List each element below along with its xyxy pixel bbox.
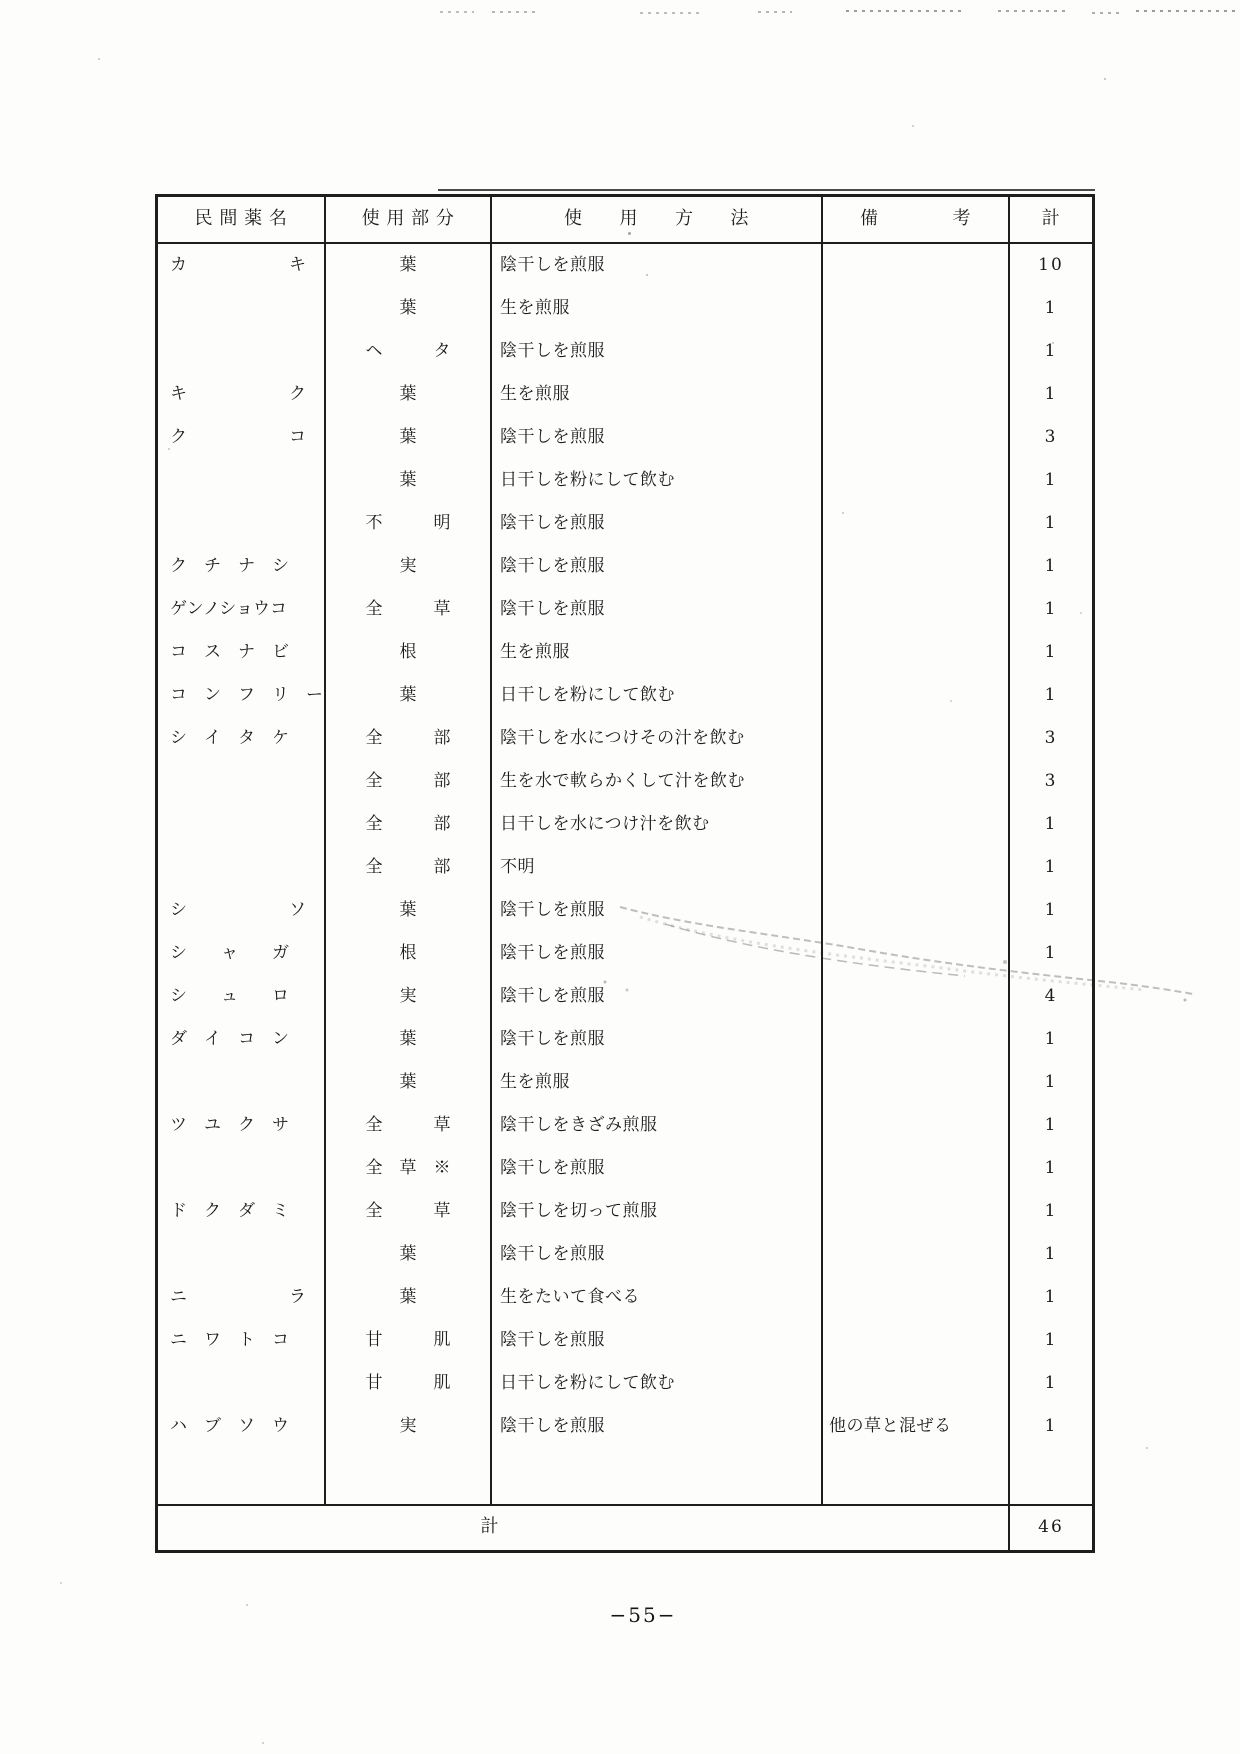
medicine-name-cell xyxy=(158,1362,326,1405)
scan-noise xyxy=(640,12,704,14)
usage-method-cell: 陰干しを煎服 xyxy=(492,1319,823,1362)
table-row xyxy=(158,459,1092,502)
table-row xyxy=(158,975,1092,1018)
usage-method-cell: 日干しを水につけ汁を飲む xyxy=(492,803,823,846)
medicine-name-cell: ク チ ナ シ xyxy=(158,545,326,588)
remarks-cell xyxy=(823,760,1010,803)
used-part-cell: 全 部 xyxy=(326,803,492,846)
used-part-cell: ヘ タ xyxy=(326,330,492,373)
medicine-name-cell: コ ン フ リ ー xyxy=(158,674,326,717)
usage-method-cell: 生を煎服 xyxy=(492,373,823,416)
used-part-cell: 実 xyxy=(326,1405,492,1448)
scan-speck xyxy=(262,1742,264,1744)
count-cell: 1 xyxy=(1044,470,1058,490)
remarks-cell xyxy=(823,889,1010,932)
used-part-cell: 実 xyxy=(326,545,492,588)
header-folk-medicine-name: 民 間 薬 名 xyxy=(158,197,326,242)
remarks-cell xyxy=(823,416,1010,459)
usage-method-cell: 生を水で軟らかくして汁を飲む xyxy=(492,760,823,803)
remarks-cell xyxy=(823,459,1010,502)
count-cell: 1 xyxy=(1044,1416,1058,1436)
count-cell: 1 xyxy=(1044,1115,1058,1135)
medicine-name-cell: ゲンノショウコ xyxy=(158,588,326,631)
table-total-row xyxy=(158,1504,1092,1550)
used-part-cell: 全 部 xyxy=(326,760,492,803)
count-cell: 1 xyxy=(1044,341,1058,361)
remarks-cell xyxy=(823,373,1010,416)
table-row xyxy=(158,717,1092,760)
remarks-cell xyxy=(823,1104,1010,1147)
count-cell: 1 xyxy=(1044,1158,1058,1178)
usage-method-cell: 陰干しを煎服 xyxy=(492,1233,823,1276)
remarks-cell: 他の草と混ぜる xyxy=(823,1405,1010,1448)
header-remarks: 備 考 xyxy=(823,197,1010,242)
usage-method-cell: 陰干しを煎服 xyxy=(492,588,823,631)
usage-method-cell: 陰干しを煎服 xyxy=(492,416,823,459)
medicine-name-cell xyxy=(158,1233,326,1276)
used-part-cell: 葉 xyxy=(326,459,492,502)
scan-speck xyxy=(98,58,100,60)
used-part-cell: 葉 xyxy=(326,674,492,717)
count-cell: 1 xyxy=(1044,857,1058,877)
scan-speck xyxy=(912,125,914,127)
used-part-cell: 葉 xyxy=(326,1276,492,1319)
scan-noise xyxy=(846,10,964,12)
table-row xyxy=(158,1147,1092,1190)
table-row xyxy=(158,1061,1092,1104)
medicine-name-cell xyxy=(158,502,326,545)
medicine-name-cell: シ ュ ロ xyxy=(158,975,326,1018)
remarks-cell xyxy=(823,975,1010,1018)
medicine-name-cell xyxy=(158,803,326,846)
scan-noise xyxy=(1092,12,1120,14)
usage-method-cell: 日干しを粉にして飲む xyxy=(492,1362,823,1405)
scan-speck xyxy=(1146,1447,1148,1449)
used-part-cell: 甘 肌 xyxy=(326,1319,492,1362)
table-row xyxy=(158,1319,1092,1362)
used-part-cell: 葉 xyxy=(326,373,492,416)
used-part-cell: 全 部 xyxy=(326,846,492,889)
table-row xyxy=(158,803,1092,846)
count-cell: 1 xyxy=(1044,1201,1058,1221)
scan-speck xyxy=(1104,78,1106,80)
table-row xyxy=(158,1362,1092,1405)
used-part-cell: 葉 xyxy=(326,416,492,459)
used-part-cell: 葉 xyxy=(326,889,492,932)
table-row xyxy=(158,846,1092,889)
remarks-cell xyxy=(823,932,1010,975)
table-row xyxy=(158,631,1092,674)
usage-method-cell: 陰干しを煎服 xyxy=(492,889,823,932)
page-number: −55− xyxy=(609,1603,677,1627)
usage-method-cell: 陰干しを煎服 xyxy=(492,1147,823,1190)
medicine-name-cell: ツ ユ ク サ xyxy=(158,1104,326,1147)
medicine-name-cell xyxy=(158,287,326,330)
remarks-cell xyxy=(823,1319,1010,1362)
medicine-name-cell: ニ ワ ト コ xyxy=(158,1319,326,1362)
count-cell: 1 xyxy=(1044,1029,1058,1049)
scan-noise xyxy=(440,11,474,13)
table-body xyxy=(158,244,1092,1448)
remarks-cell xyxy=(823,717,1010,760)
usage-method-cell: 陰干しを煎服 xyxy=(492,545,823,588)
count-cell: 1 xyxy=(1044,556,1058,576)
table-row xyxy=(158,244,1092,287)
table-row xyxy=(158,1405,1092,1448)
medicine-name-cell xyxy=(158,846,326,889)
count-cell: 1 xyxy=(1044,513,1058,533)
medicine-name-cell xyxy=(158,1147,326,1190)
table-row xyxy=(158,330,1092,373)
usage-method-cell: 生を煎服 xyxy=(492,287,823,330)
table-row xyxy=(158,932,1092,975)
remarks-cell xyxy=(823,631,1010,674)
table-row xyxy=(158,1190,1092,1233)
used-part-cell: 葉 xyxy=(326,1018,492,1061)
medicine-name-cell: ド ク ダ ミ xyxy=(158,1190,326,1233)
count-cell: 1 xyxy=(1044,384,1058,404)
medicine-name-cell: ハ ブ ソ ウ xyxy=(158,1405,326,1448)
count-cell: 1 xyxy=(1044,943,1058,963)
scan-doubled-border-line xyxy=(438,189,1095,191)
table-row xyxy=(158,1233,1092,1276)
total-label: 計 xyxy=(158,1506,1010,1550)
medicine-name-cell: カ キ xyxy=(158,244,326,287)
count-cell: 1 xyxy=(1044,642,1058,662)
usage-method-cell: 陰干しを煎服 xyxy=(492,502,823,545)
medicine-name-cell: ニ ラ xyxy=(158,1276,326,1319)
header-used-part: 使 用 部 分 xyxy=(326,197,492,242)
table-row xyxy=(158,674,1092,717)
medicine-name-cell xyxy=(158,459,326,502)
table-row xyxy=(158,502,1092,545)
scan-noise xyxy=(1136,10,1236,12)
remarks-cell xyxy=(823,1190,1010,1233)
usage-method-cell: 日干しを粉にして飲む xyxy=(492,674,823,717)
usage-method-cell: 陰干しを煎服 xyxy=(492,975,823,1018)
table-row xyxy=(158,1018,1092,1061)
used-part-cell: 全 草 ※ xyxy=(326,1147,492,1190)
count-cell: 10 xyxy=(1038,255,1064,275)
used-part-cell: 葉 xyxy=(326,287,492,330)
table-row xyxy=(158,889,1092,932)
usage-method-cell: 陰干しをきざみ煎服 xyxy=(492,1104,823,1147)
folk-medicine-table xyxy=(155,194,1095,1553)
used-part-cell: 全 部 xyxy=(326,717,492,760)
medicine-name-cell: ク コ xyxy=(158,416,326,459)
count-cell: 1 xyxy=(1044,1330,1058,1350)
count-cell: 3 xyxy=(1044,728,1058,748)
count-cell: 1 xyxy=(1044,900,1058,920)
scan-speck xyxy=(246,1604,248,1606)
count-cell: 4 xyxy=(1044,986,1058,1006)
usage-method-cell: 陰干しを煎服 xyxy=(492,932,823,975)
medicine-name-cell: キ ク xyxy=(158,373,326,416)
usage-method-cell: 陰干しを煎服 xyxy=(492,1018,823,1061)
usage-method-cell: 陰干しを水につけその汁を飲む xyxy=(492,717,823,760)
remarks-cell xyxy=(823,1233,1010,1276)
used-part-cell: 根 xyxy=(326,631,492,674)
scan-noise xyxy=(998,10,1070,12)
table-row xyxy=(158,760,1092,803)
used-part-cell: 根 xyxy=(326,932,492,975)
usage-method-cell: 陰干しを切って煎服 xyxy=(492,1190,823,1233)
remarks-cell xyxy=(823,1362,1010,1405)
medicine-name-cell: シ ャ ガ xyxy=(158,932,326,975)
table-row xyxy=(158,1276,1092,1319)
used-part-cell: 全 草 xyxy=(326,1190,492,1233)
remarks-cell xyxy=(823,1061,1010,1104)
count-cell: 1 xyxy=(1044,1287,1058,1307)
total-value: 46 xyxy=(1038,1517,1064,1537)
count-cell: 3 xyxy=(1044,771,1058,791)
medicine-name-cell: シ ソ xyxy=(158,889,326,932)
remarks-cell xyxy=(823,244,1010,287)
used-part-cell: 甘 肌 xyxy=(326,1362,492,1405)
usage-method-cell: 陰干しを煎服 xyxy=(492,1405,823,1448)
count-cell: 1 xyxy=(1044,685,1058,705)
table-empty-space-row xyxy=(158,1448,1092,1504)
medicine-name-cell: ダ イ コ ン xyxy=(158,1018,326,1061)
table-row xyxy=(158,287,1092,330)
usage-method-cell: 不明 xyxy=(492,846,823,889)
count-cell: 1 xyxy=(1044,298,1058,318)
used-part-cell: 全 草 xyxy=(326,1104,492,1147)
used-part-cell: 葉 xyxy=(326,244,492,287)
remarks-cell xyxy=(823,1147,1010,1190)
header-usage-method: 使 用 方 法 xyxy=(492,197,823,242)
remarks-cell xyxy=(823,287,1010,330)
used-part-cell: 葉 xyxy=(326,1061,492,1104)
remarks-cell xyxy=(823,545,1010,588)
remarks-cell xyxy=(823,1018,1010,1061)
table-row xyxy=(158,373,1092,416)
remarks-cell xyxy=(823,330,1010,373)
count-cell: 1 xyxy=(1044,1373,1058,1393)
usage-method-cell: 日干しを粉にして飲む xyxy=(492,459,823,502)
table-row xyxy=(158,1104,1092,1147)
remarks-cell xyxy=(823,846,1010,889)
usage-method-cell: 陰干しを煎服 xyxy=(492,244,823,287)
count-cell: 1 xyxy=(1044,1072,1058,1092)
count-cell: 1 xyxy=(1044,814,1058,834)
table-row xyxy=(158,588,1092,631)
medicine-name-cell xyxy=(158,330,326,373)
remarks-cell xyxy=(823,588,1010,631)
scan-speck xyxy=(60,1582,62,1584)
table-header-row xyxy=(158,197,1092,244)
count-cell: 3 xyxy=(1044,427,1058,447)
usage-method-cell: 生をたいて食べる xyxy=(492,1276,823,1319)
count-cell: 1 xyxy=(1044,1244,1058,1264)
scan-noise xyxy=(492,11,538,13)
medicine-name-cell: コ ス ナ ビ xyxy=(158,631,326,674)
used-part-cell: 葉 xyxy=(326,1233,492,1276)
used-part-cell: 全 草 xyxy=(326,588,492,631)
count-cell: 1 xyxy=(1044,599,1058,619)
medicine-name-cell xyxy=(158,1061,326,1104)
usage-method-cell: 生を煎服 xyxy=(492,631,823,674)
remarks-cell xyxy=(823,1276,1010,1319)
header-count: 計 xyxy=(1041,208,1061,229)
remarks-cell xyxy=(823,674,1010,717)
remarks-cell xyxy=(823,803,1010,846)
usage-method-cell: 生を煎服 xyxy=(492,1061,823,1104)
scan-noise xyxy=(758,11,792,13)
medicine-name-cell: シ イ タ ケ xyxy=(158,717,326,760)
table-row xyxy=(158,416,1092,459)
remarks-cell xyxy=(823,502,1010,545)
medicine-name-cell xyxy=(158,760,326,803)
usage-method-cell: 陰干しを煎服 xyxy=(492,330,823,373)
used-part-cell: 不 明 xyxy=(326,502,492,545)
table-row xyxy=(158,545,1092,588)
used-part-cell: 実 xyxy=(326,975,492,1018)
